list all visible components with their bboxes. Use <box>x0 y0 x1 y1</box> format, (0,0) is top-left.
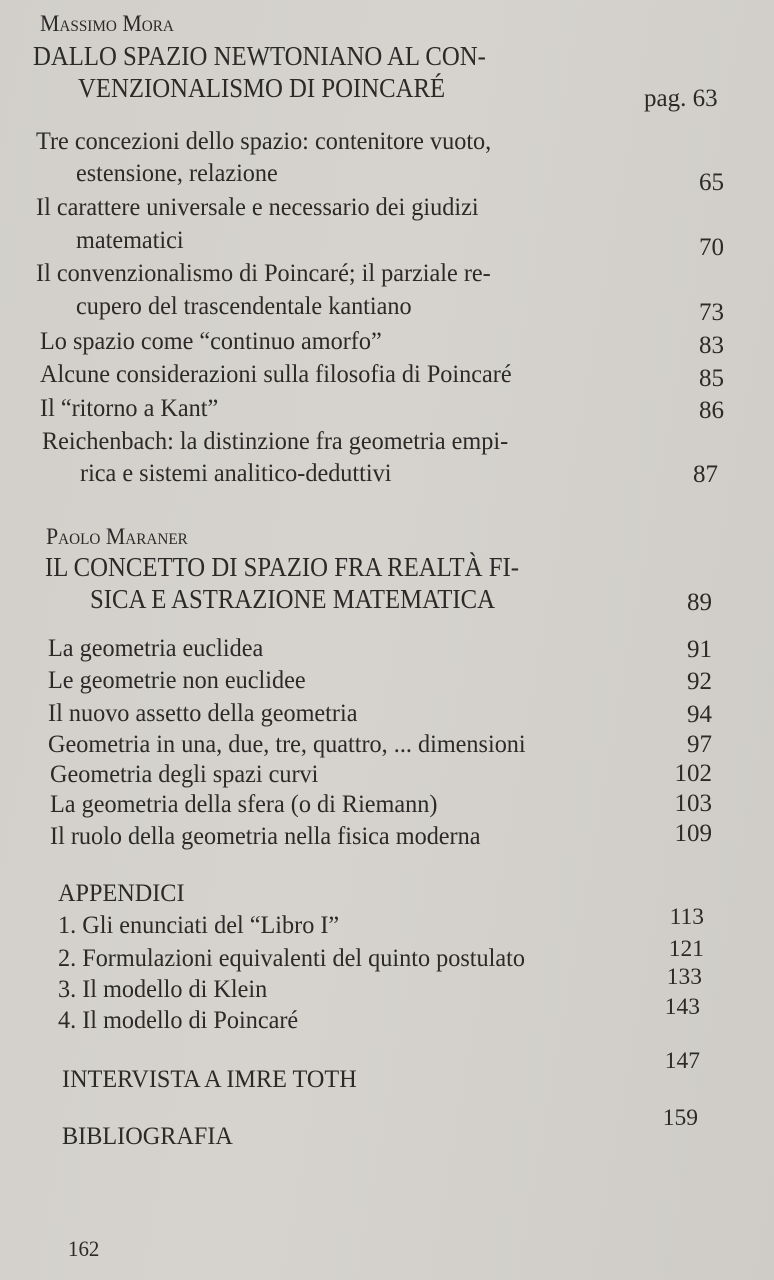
toc-page: 92 <box>687 668 712 695</box>
toc-entry: Il ruolo della geometria nella fisica moderna <box>50 821 481 850</box>
toc-page: 83 <box>699 332 724 359</box>
toc-entry: Il convenzionalismo di Poincaré; il parziale re- <box>36 258 491 287</box>
toc-entry: estensione, relazione <box>76 158 278 187</box>
toc-entry: Reichenbach: la distinzione fra geometria empi- <box>42 426 509 455</box>
toc-page: 91 <box>687 636 712 663</box>
appendices-heading: APPENDICI <box>58 878 185 907</box>
section-title: VENZIONALISMO DI POINCARÉ <box>78 72 446 103</box>
toc-entry: La geometria della sfera (o di Riemann) <box>50 789 438 818</box>
toc-page: 87 <box>693 461 718 488</box>
toc-entry: Lo spazio come “continuo amorfo” <box>40 326 382 355</box>
toc-entry: Il nuovo assetto della geometria <box>48 698 358 727</box>
toc-page: 86 <box>699 397 724 424</box>
toc-page: 73 <box>699 299 724 326</box>
appendix-page: 133 <box>666 964 702 990</box>
toc-page: 97 <box>687 731 712 758</box>
section-page: pag. 63 <box>644 85 718 112</box>
toc-page: 103 <box>674 790 712 817</box>
toc-page: 65 <box>699 169 724 196</box>
toc-entry: Il “ritorno a Kant” <box>40 393 219 422</box>
toc-page: 109 <box>674 820 712 847</box>
toc-entry: Geometria degli spazi curvi <box>50 759 319 788</box>
toc-entry: Tre concezioni dello spazio: contenitore vuoto, <box>36 126 492 155</box>
toc-entry: matematici <box>76 225 184 254</box>
interview-entry: INTERVISTA A IMRE TOTH <box>62 1064 357 1093</box>
appendix-page: 113 <box>669 904 704 930</box>
toc-entry: Le geometrie non euclidee <box>48 665 306 694</box>
author-name: Massimo Mora <box>40 11 174 36</box>
appendix-page: 121 <box>668 936 704 962</box>
author-name: Paolo Maraner <box>46 524 188 549</box>
appendix-page: 143 <box>664 994 700 1020</box>
section-page: 89 <box>687 589 712 616</box>
page-number: 162 <box>68 1236 100 1261</box>
bibliography-page: 159 <box>662 1105 698 1131</box>
bibliography-entry: BIBLIOGRAFIA <box>62 1121 233 1150</box>
appendix-item: 3. Il modello di Klein <box>58 974 268 1003</box>
appendix-item: 2. Formulazioni equivalenti del quinto postulato <box>58 943 525 972</box>
section-title: SICA E ASTRAZIONE MATEMATICA <box>90 583 495 614</box>
toc-entry: rica e sistemi analitico-deduttivi <box>80 458 392 487</box>
toc-page: 85 <box>699 365 724 392</box>
appendix-item: 1. Gli enunciati del “Libro I” <box>58 910 340 939</box>
toc-page: 70 <box>699 234 724 261</box>
toc-entry: Il carattere universale e necessario dei giudizi <box>36 192 479 221</box>
toc-entry: Geometria in una, due, tre, quattro, ... dimensioni <box>48 729 526 758</box>
toc-page: 102 <box>674 760 712 787</box>
section-title: DALLO SPAZIO NEWTONIANO AL CON- <box>33 40 486 71</box>
section-title: IL CONCETTO DI SPAZIO FRA REALTÀ FI- <box>45 551 519 582</box>
toc-entry: cupero del trascendentale kantiano <box>76 291 412 320</box>
toc-entry: Alcune considerazioni sulla filosofia di Poincaré <box>40 359 512 388</box>
appendix-item: 4. Il modello di Poincaré <box>58 1005 299 1034</box>
toc-page: 94 <box>687 701 712 728</box>
toc-entry: La geometria euclidea <box>48 633 264 662</box>
interview-page: 147 <box>664 1048 700 1074</box>
